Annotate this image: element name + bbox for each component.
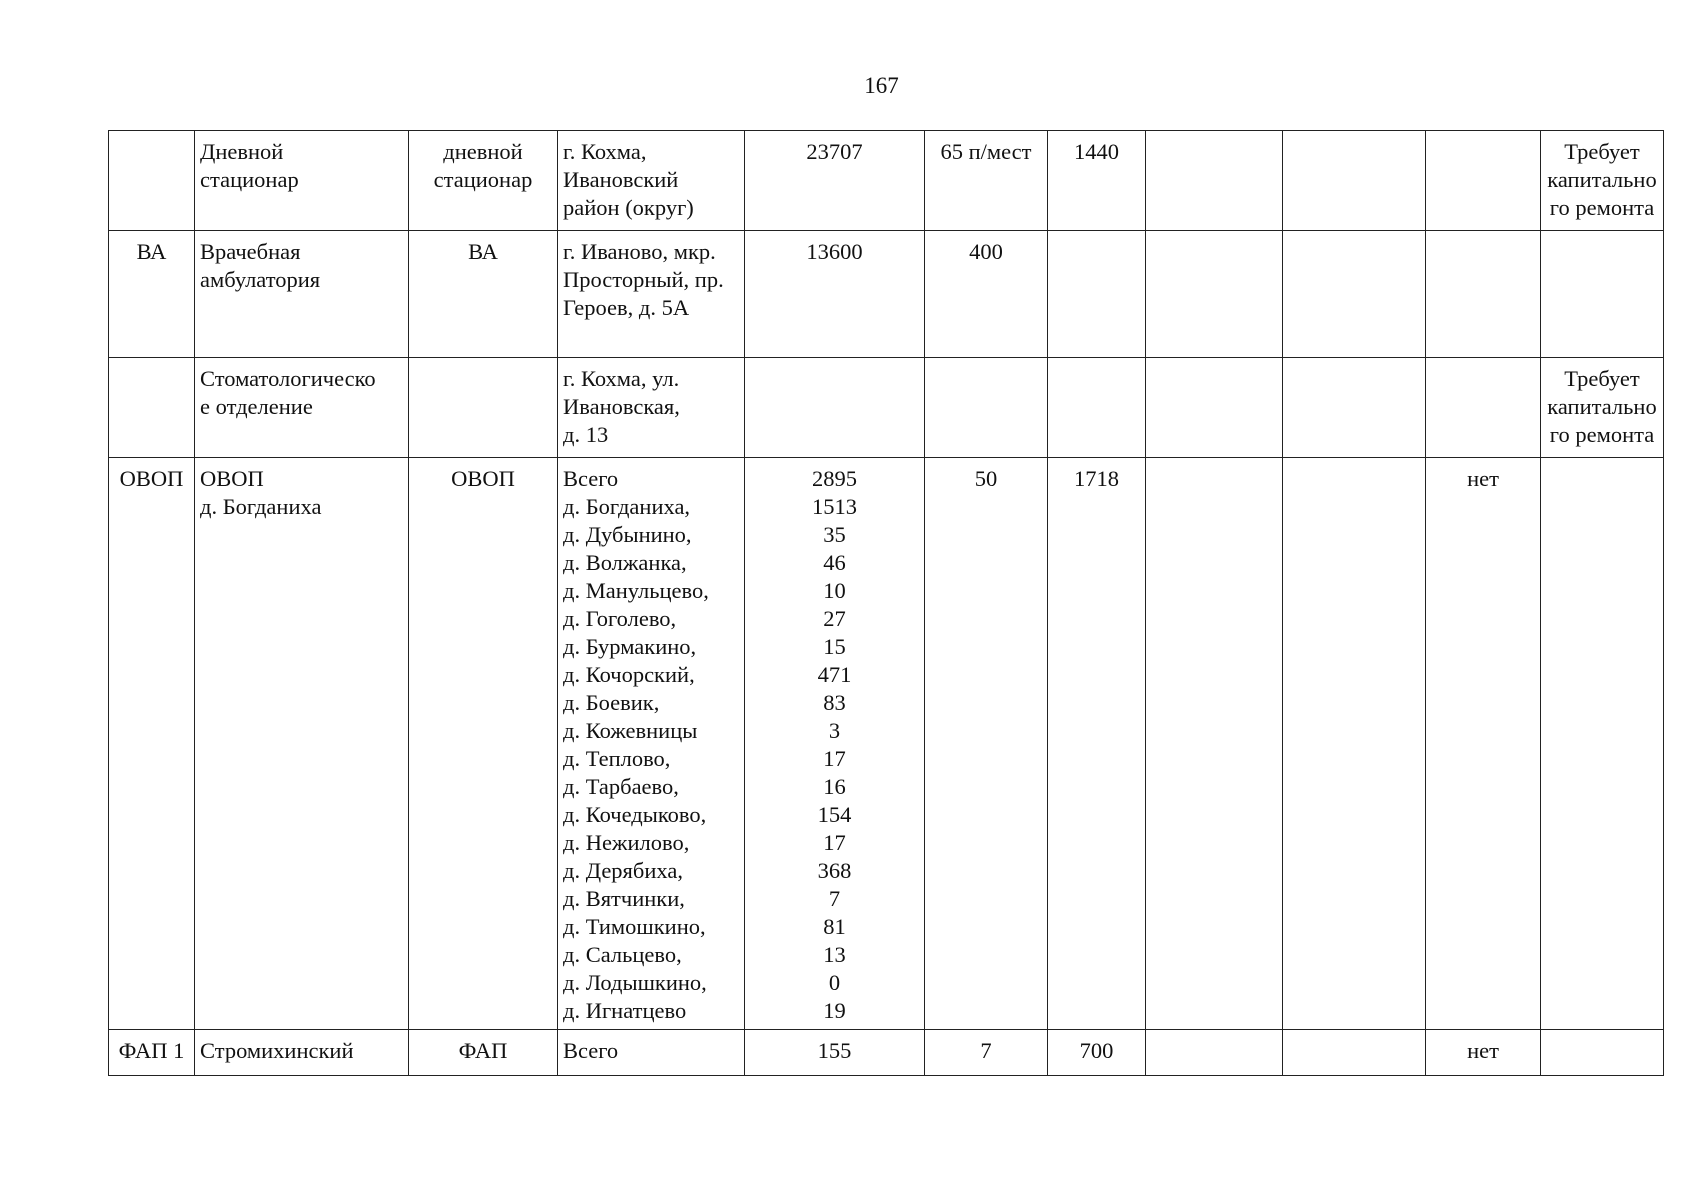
cell-address-line: д. Манульцево, [563,578,709,603]
cell-population [745,1030,925,1076]
facilities-table [108,130,1664,1076]
cell-name-line: ОВОП [200,466,264,491]
cell-col10 [1426,131,1541,231]
cell-name-line: д. Богданиха [200,494,322,519]
cell-population-line: 27 [823,606,846,631]
cell-name [195,1030,409,1076]
cell-name-line: амбулатория [200,267,321,292]
cell-address-line: д. Гоголево, [563,606,677,631]
cell-address-line: район (округ) [563,195,694,220]
cell-address-line: Ивановский [563,167,679,192]
cell-capacity-text: 7 [980,1038,992,1063]
cell-population-line: 1513 [812,494,857,519]
cell-area-text: 1718 [1074,466,1119,491]
cell-area [1048,131,1146,231]
cell-area [1048,458,1146,1030]
cell-condition [1541,358,1664,458]
cell-population [745,231,925,358]
cell-capacity [925,458,1048,1030]
cell-address-line: д. Кожевницы [563,718,698,743]
cell-population [745,358,925,458]
cell-name-line: Дневной [200,139,284,164]
cell-address-line: д. Сальцево, [563,942,682,967]
cell-type-line: стационар [433,167,533,192]
cell-address-line: д. Бурмакино, [563,634,697,659]
cell-col8 [1146,1030,1283,1076]
cell-area-text: 700 [1079,1038,1114,1063]
cell-capacity [925,231,1048,358]
cell-type-line: ФАП [458,1038,508,1063]
cell-name-line: Стромихинский [200,1038,354,1063]
cell-col8 [1146,231,1283,358]
cell-type-line: ОВОП [451,466,515,491]
cell-address-line: д. Богданиха, [563,494,691,519]
cell-population-line: 2895 [812,466,857,491]
cell-col10 [1426,1030,1541,1076]
cell-code [109,131,195,231]
cell-capacity-text: 400 [969,239,1003,264]
cell-name-line: стационар [200,167,299,192]
cell-population-line: 35 [823,522,846,547]
cell-name [195,131,409,231]
cell-capacity-text: 65 п/мест [940,139,1032,164]
cell-code [109,231,195,358]
cell-population-line: 17 [823,830,846,855]
cell-col10 [1426,358,1541,458]
cell-population-line: 17 [823,746,846,771]
table-row [109,358,1664,458]
cell-area [1048,1030,1146,1076]
cell-address-line: д. Дубынино, [563,522,692,547]
table-body [109,131,1664,1076]
cell-code-text: ФАП 1 [118,1038,185,1063]
cell-type [409,131,558,231]
cell-col10 [1426,458,1541,1030]
cell-col10 [1426,231,1541,358]
cell-condition-line: го ремонта [1549,422,1655,447]
cell-address-line: Всего [563,466,619,491]
table-row [109,131,1664,231]
cell-address-line: д. Кочедыково, [563,802,707,827]
cell-col8 [1146,358,1283,458]
cell-condition [1541,131,1664,231]
cell-population-line: 46 [823,550,846,575]
cell-area [1048,358,1146,458]
cell-area-text: 1440 [1074,139,1119,164]
cell-population-line: 3 [828,718,841,743]
cell-population-line: 81 [823,914,846,939]
cell-address-line: г. Иваново, мкр. [563,239,716,264]
cell-condition-line: Требует [1564,366,1640,391]
cell-population-line: 471 [817,662,852,687]
cell-col9 [1283,458,1426,1030]
cell-condition-line: капитально [1547,167,1657,192]
cell-code-text: ВА [136,239,167,264]
table-row [109,458,1664,1030]
cell-address-line: Ивановская, [563,394,680,419]
cell-population-line: 0 [828,970,841,995]
cell-population-line: 83 [823,690,846,715]
cell-population-line: 15 [823,634,846,659]
cell-capacity [925,131,1048,231]
cell-address [558,1030,745,1076]
cell-population-line: 154 [817,802,852,827]
cell-condition [1541,1030,1664,1076]
cell-address-line: г. Кохма, ул. [563,366,680,391]
cell-address [558,131,745,231]
cell-type [409,358,558,458]
cell-condition-line: капитально [1547,394,1657,419]
table-row [109,1030,1664,1076]
cell-population-line: 7 [828,886,841,911]
cell-type-line: дневной [443,139,523,164]
cell-col8 [1146,458,1283,1030]
cell-col9 [1283,358,1426,458]
cell-type [409,1030,558,1076]
cell-population-line: 19 [823,998,846,1023]
cell-address [558,458,745,1030]
cell-col9 [1283,231,1426,358]
cell-condition [1541,458,1664,1030]
cell-address-line: Героев, д. 5А [563,295,690,320]
cell-code [109,1030,195,1076]
cell-address-line: г. Кохма, [563,139,647,164]
cell-address-line: Просторный, пр. [563,267,724,292]
cell-code-text: ОВОП [119,466,184,491]
cell-address-line: д. Вятчинки, [563,886,685,911]
cell-address-line: д. Тимошкино, [563,914,706,939]
cell-population-line: 23707 [806,139,863,164]
cell-population [745,458,925,1030]
cell-name [195,358,409,458]
cell-code [109,458,195,1030]
cell-condition [1541,231,1664,358]
cell-population-line: 368 [817,858,852,883]
cell-population-line: 16 [823,774,846,799]
cell-address [558,231,745,358]
cell-address-line: д. Кочорский, [563,662,695,687]
cell-population-line: 13 [823,942,846,967]
cell-population-line: 10 [823,578,846,603]
cell-address-line: д. Нежилово, [563,830,690,855]
cell-capacity-text: 50 [974,466,998,491]
cell-type [409,458,558,1030]
cell-condition-line: Требует [1564,139,1640,164]
cell-address-line: д. Боевик, [563,690,660,715]
cell-address-line: д. Тарбаево, [563,774,679,799]
cell-area [1048,231,1146,358]
cell-code [109,358,195,458]
cell-address-line: д. Волжанка, [563,550,687,575]
cell-population-line: 13600 [806,239,863,264]
cell-condition-line: го ремонта [1549,195,1655,220]
cell-population [745,131,925,231]
cell-col10-text: нет [1467,466,1499,491]
cell-col9 [1283,131,1426,231]
cell-capacity [925,1030,1048,1076]
cell-name-line: е отделение [200,394,313,419]
cell-col9 [1283,1030,1426,1076]
cell-address-line: д. Дерябиха, [563,858,683,883]
cell-name [195,231,409,358]
cell-address [558,358,745,458]
cell-address-line: д. Теплово, [563,746,671,771]
cell-population-line: 155 [817,1038,852,1063]
table-row [109,231,1664,358]
cell-name-line: Врачебная [200,239,301,264]
cell-capacity [925,358,1048,458]
page-number: 167 [864,73,899,98]
cell-name-line: Стоматологическо [200,366,376,391]
cell-address-line: д. 13 [563,422,609,447]
cell-address-line: д. Игнатцево [563,998,687,1023]
cell-address-line: д. Лодышкино, [563,970,707,995]
cell-type-line: ВА [468,239,498,264]
cell-address-line: Всего [563,1038,619,1063]
cell-name [195,458,409,1030]
cell-col8 [1146,131,1283,231]
cell-col10-text: нет [1467,1038,1499,1063]
cell-type [409,231,558,358]
